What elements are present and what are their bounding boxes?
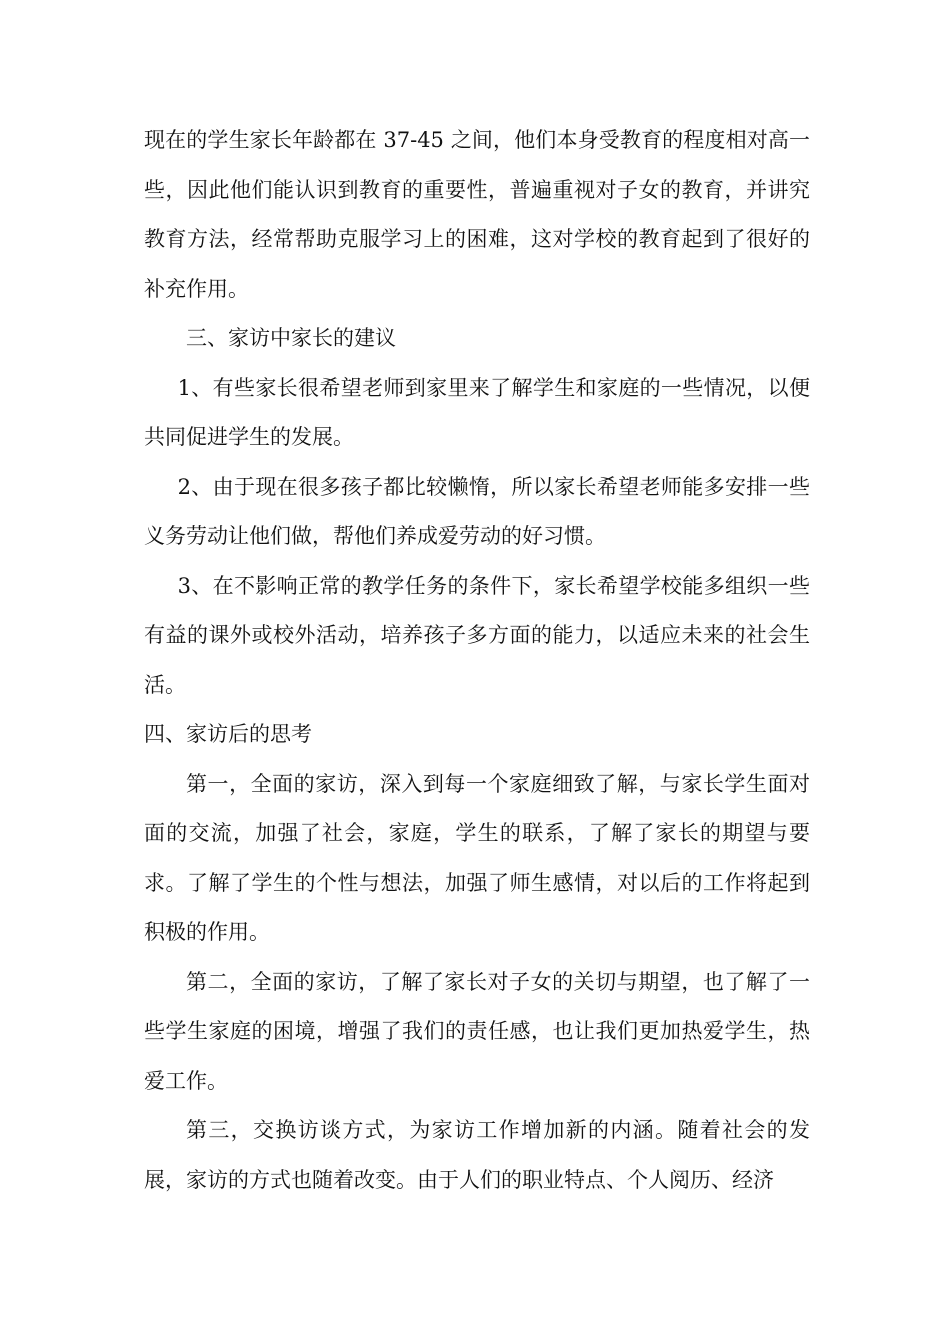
paragraph-reflection-2: 第二，全面的家访，了解了家长对子女的关切与期望，也了解了一些学生家庭的困境，增强了我们的责任感，也让我们更加热爱学生，热爱工作。 xyxy=(144,969,810,1093)
paragraph-reflection-1: 第一，全面的家访，深入到每一个家庭细致了解，与家长学生面对面的交流，加强了社会，家庭，学生的联系，了解了家长的期望与要求。了解了学生的个性与想法，加强了师生感情，对以后的工作将起到积极的作用。 xyxy=(144,771,810,944)
paragraph-suggestion-3: 3、在不影响正常的教学任务的条件下，家长希望学校能多组织一些有益的课外或校外活动，培养孩子多方面的能力，以适应未来的社会生活。 xyxy=(144,573,810,697)
paragraph-reflection-3: 第三，交换访谈方式，为家访工作增加新的内涵。随着社会的发展，家访的方式也随着改变。由于人们的职业特点、个人阅历、经济 xyxy=(144,1118,810,1192)
heading-section-three: 三、家访中家长的建议 xyxy=(186,326,396,350)
paragraph-parent-background: 现在的学生家长年龄都在 37-45 之间，他们本身受教育的程度相对高一些，因此他们能认识到教育的重要性，普遍重视对子女的教育，并讲究教育方法，经常帮助克服学习上的困难，这对学校的教育起到了很好的补充作用。 xyxy=(144,128,810,301)
heading-section-four: 四、家访后的思考 xyxy=(144,722,312,746)
paragraph-suggestion-1: 1、有些家长很希望老师到家里来了解学生和家庭的一些情况，以便共同促进学生的发展。 xyxy=(144,375,810,449)
document-body xyxy=(144,116,810,1205)
paragraph-suggestion-2: 2、由于现在很多孩子都比较懒惰，所以家长希望老师能多安排一些义务劳动让他们做，帮他们养成爱劳动的好习惯。 xyxy=(144,474,810,548)
